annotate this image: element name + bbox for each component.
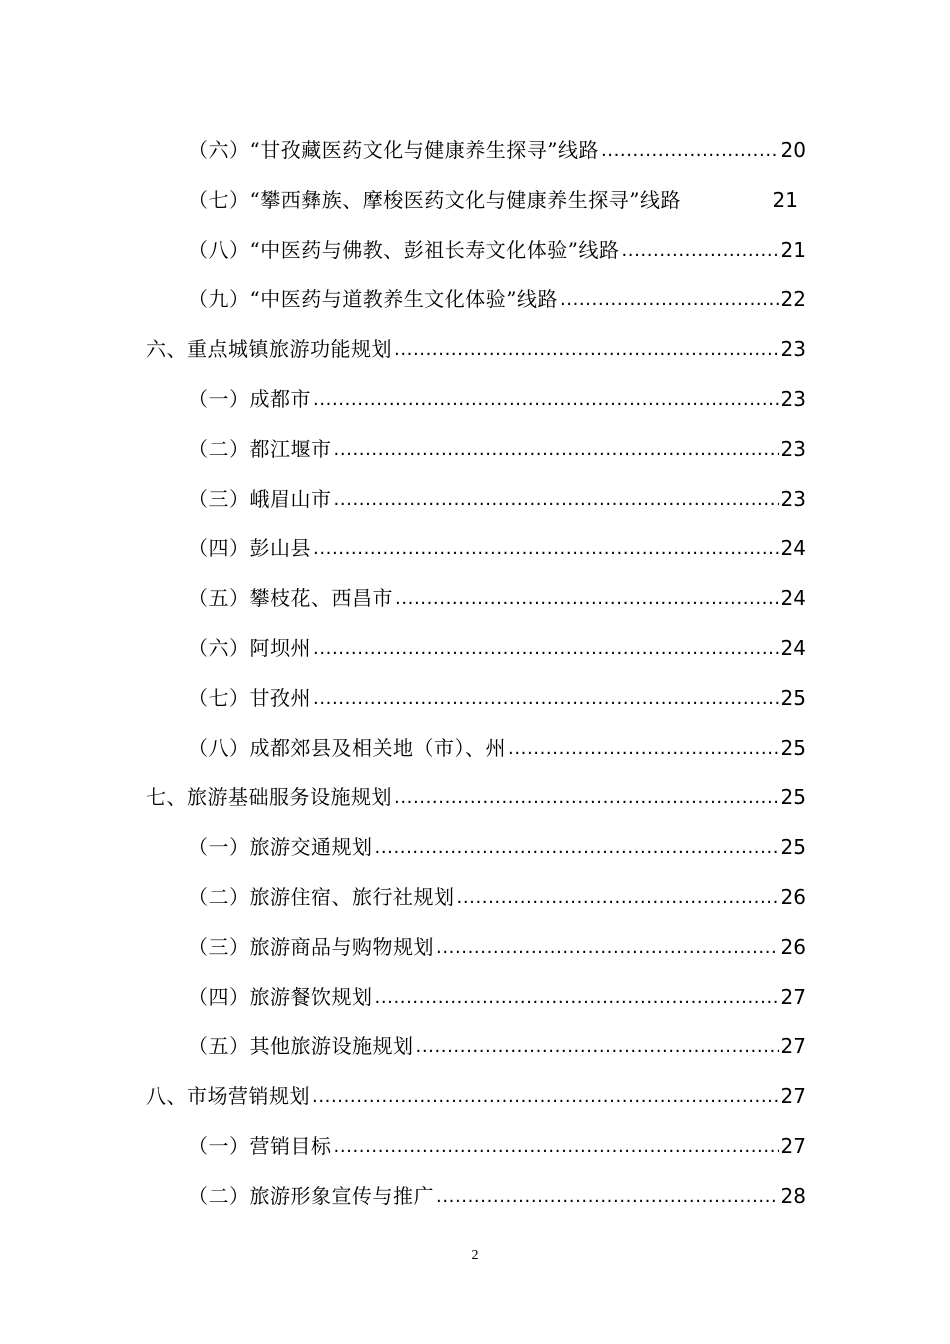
- toc-entry-page: 27: [780, 1034, 806, 1059]
- toc-entry-label: 六、重点城镇旅游功能规划: [146, 337, 392, 362]
- toc-entry[interactable]: [188, 433, 806, 465]
- toc-entry-label: （二）都江堰市: [188, 436, 332, 461]
- toc-entry-page: 27: [780, 1134, 806, 1158]
- toc-dot-leader: [394, 781, 779, 813]
- toc-dot-leader: [416, 1030, 779, 1062]
- toc-entry-label: （二）旅游形象宣传与推广: [188, 1183, 434, 1208]
- toc-entry-label: 七、旅游基础服务设施规划: [146, 785, 392, 810]
- toc-entry[interactable]: [188, 831, 806, 863]
- toc-entry-page: 23: [780, 387, 806, 411]
- toc-entry-page: 24: [780, 586, 806, 611]
- toc-entry-label: （七）甘孜州: [188, 685, 311, 710]
- toc-dot-leader: [621, 234, 778, 266]
- toc-entry-page: 27: [780, 984, 806, 1009]
- toc-dot-leader: [508, 732, 779, 764]
- toc-entry-page: 26: [780, 885, 806, 909]
- toc-entry-label: （一）成都市: [188, 387, 311, 411]
- toc-dot-leader: [683, 184, 771, 216]
- toc-entry[interactable]: [188, 1030, 806, 1062]
- toc-entry[interactable]: [188, 134, 806, 166]
- toc-entry[interactable]: [188, 283, 806, 315]
- toc-entry-page: 25: [780, 785, 806, 810]
- toc-entry-label: （八）成都郊县及相关地（市）、州: [188, 735, 506, 760]
- toc-entry-label: （一）旅游交通规划: [188, 835, 373, 860]
- toc-dot-leader: [375, 831, 779, 863]
- toc-entry-page: 20: [780, 138, 806, 162]
- toc-entry[interactable]: [146, 1080, 806, 1112]
- toc-entry-label: （八）“中医药与佛教、彭祖长寿文化体验”线路: [188, 237, 620, 262]
- toc-entry[interactable]: [188, 532, 806, 564]
- toc-dot-leader: [313, 532, 779, 564]
- toc-dot-leader: [313, 383, 779, 415]
- toc-entry-page: 25: [780, 735, 806, 760]
- toc-dot-leader: [436, 931, 779, 963]
- toc-dot-leader: [313, 682, 779, 714]
- toc-entry-label: （六）“甘孜藏医药文化与健康养生探寻”线路: [188, 138, 599, 162]
- toc-dot-leader: [560, 283, 779, 315]
- toc-entry[interactable]: [188, 1180, 806, 1212]
- toc-entry-page: 24: [780, 636, 806, 660]
- toc-entry-label: （七）“攀西彝族、摩梭医药文化与健康养生探寻”线路: [188, 187, 681, 212]
- toc-entry[interactable]: [188, 732, 806, 764]
- toc-entry-label: （五）其他旅游设施规划: [188, 1034, 414, 1059]
- toc-entry-label: （四）彭山县: [188, 536, 311, 561]
- toc-entry-page: 25: [780, 835, 806, 860]
- toc-entry-page: 21: [780, 237, 806, 262]
- toc-dot-leader: [313, 632, 779, 664]
- toc-dot-leader: [334, 483, 779, 515]
- toc-entry[interactable]: [188, 234, 806, 266]
- toc-dot-leader: [375, 981, 779, 1013]
- toc-entry[interactable]: [188, 682, 806, 714]
- toc-entry[interactable]: [146, 333, 806, 365]
- toc-dot-leader: [436, 1180, 779, 1212]
- toc-entry-label: （六）阿坝州: [188, 636, 311, 660]
- toc-entry[interactable]: [188, 981, 806, 1013]
- toc-entry-page: 21: [772, 187, 798, 212]
- toc-entry-page: 26: [780, 934, 806, 959]
- toc-entry[interactable]: [188, 881, 806, 913]
- toc-entry[interactable]: [188, 632, 806, 664]
- toc-dot-leader: [457, 881, 779, 913]
- toc-entry-page: 23: [780, 436, 806, 461]
- toc-entry[interactable]: [188, 383, 806, 415]
- toc-entry[interactable]: [188, 931, 806, 963]
- toc-entry-page: 27: [780, 1084, 806, 1109]
- toc-entry-label: （二）旅游住宿、旅行社规划: [188, 885, 455, 909]
- toc-entry-label: （九）“中医药与道教养生文化体验”线路: [188, 287, 558, 312]
- toc-entry[interactable]: [188, 184, 806, 216]
- toc-entry-label: （三）峨眉山市: [188, 486, 332, 511]
- toc-dot-leader: [334, 1130, 779, 1162]
- toc-entry[interactable]: [188, 582, 806, 614]
- toc-dot-leader: [601, 134, 779, 166]
- toc-entry-page: 22: [780, 287, 806, 312]
- toc-entry-page: 23: [780, 337, 806, 362]
- toc-dot-leader: [312, 1080, 779, 1112]
- toc-dot-leader: [395, 582, 779, 614]
- page-number: 2: [471, 1248, 479, 1263]
- toc-dot-leader: [394, 333, 779, 365]
- toc-entry-label: （四）旅游餐饮规划: [188, 984, 373, 1009]
- toc-entry-page: 23: [780, 486, 806, 511]
- toc-entry[interactable]: [146, 781, 806, 813]
- toc-entry-label: 八、市场营销规划: [146, 1084, 310, 1109]
- toc-dot-leader: [334, 433, 779, 465]
- toc-entry-page: 25: [780, 685, 806, 710]
- toc-entry-label: （五）攀枝花、西昌市: [188, 586, 393, 611]
- toc-entry-label: （一）营销目标: [188, 1134, 332, 1158]
- toc-entry-page: 28: [780, 1183, 806, 1208]
- toc-entry[interactable]: [188, 483, 806, 515]
- toc-entry-page: 24: [780, 536, 806, 561]
- toc-entry[interactable]: [188, 1130, 806, 1162]
- toc-entry-label: （三）旅游商品与购物规划: [188, 934, 434, 959]
